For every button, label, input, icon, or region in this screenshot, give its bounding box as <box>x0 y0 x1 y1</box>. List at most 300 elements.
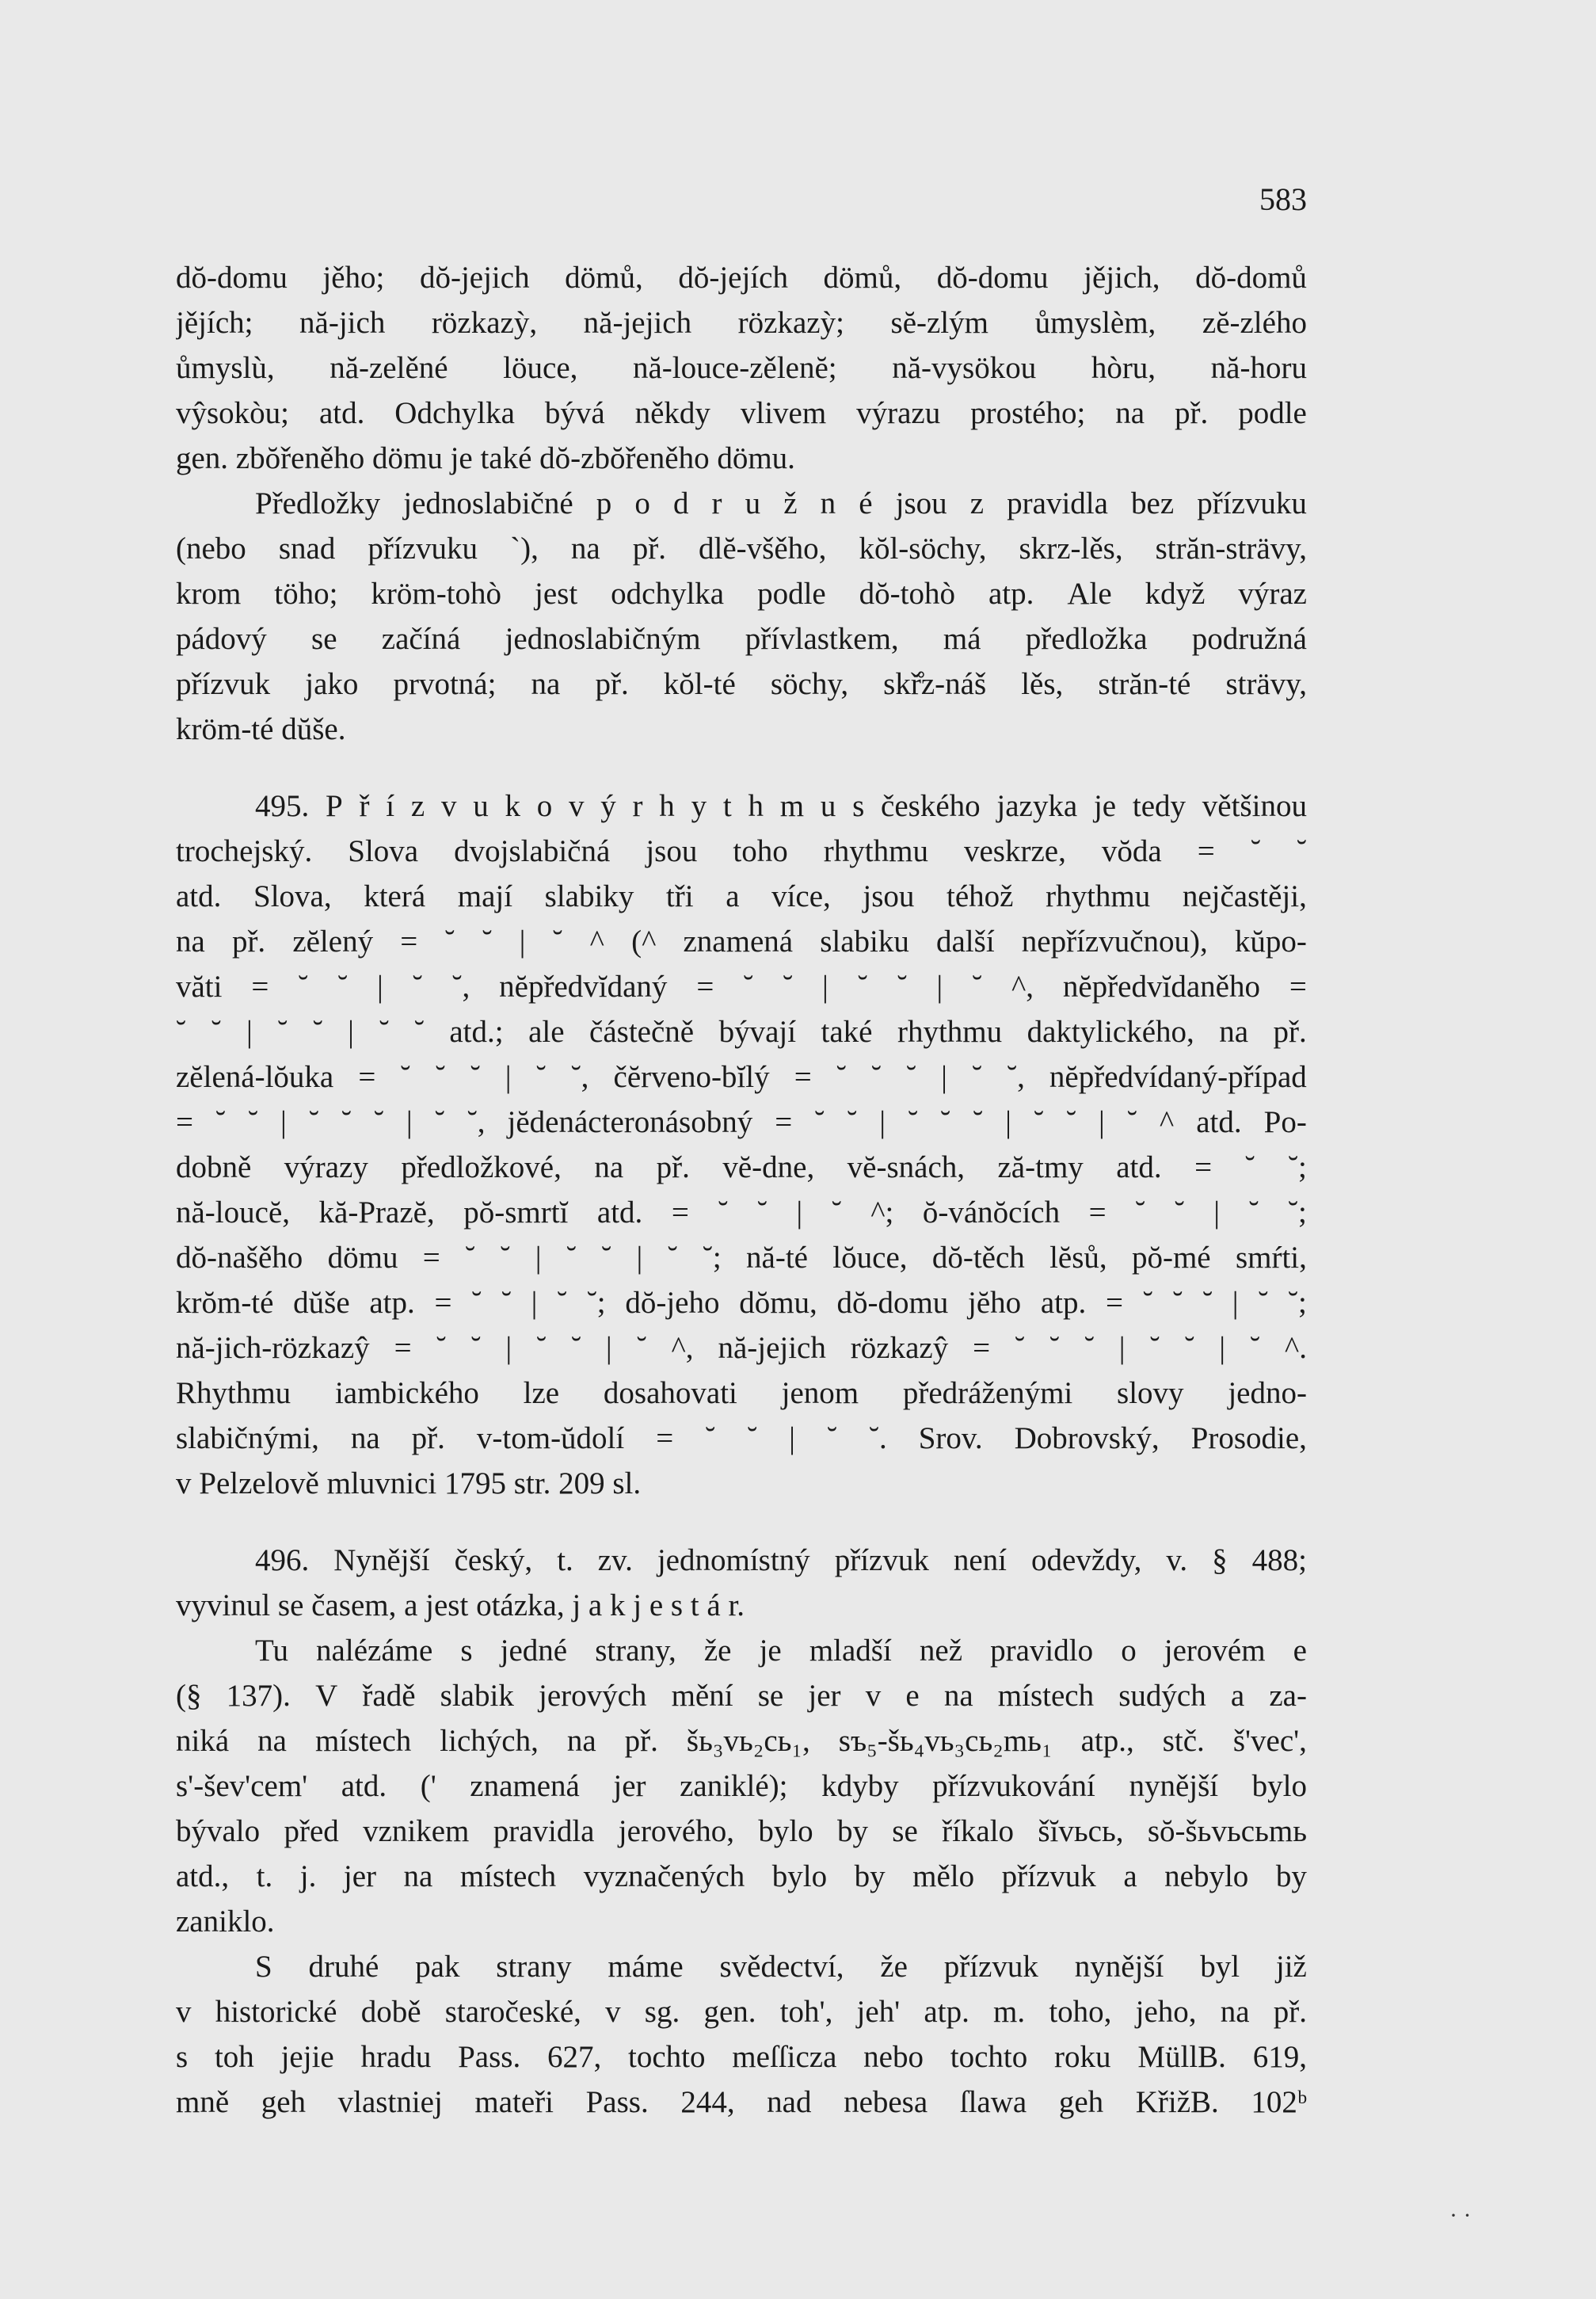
word: jĕho <box>968 1286 1022 1320</box>
text-line: v Pelzelově mluvnici 1795 str. 209 sl. <box>176 1466 642 1500</box>
word: ˘ <box>1084 1331 1095 1365</box>
word: nă-jich-rözkazŷ <box>176 1331 370 1365</box>
word: roku <box>1054 2040 1111 2074</box>
text-line <box>176 1989 1307 2034</box>
word: ˘ <box>470 1331 482 1365</box>
word: ˘ <box>1249 1331 1260 1365</box>
word: töho; <box>274 577 338 611</box>
word: dŏ-domů <box>1195 261 1307 295</box>
word: místech <box>997 1679 1095 1713</box>
word: šĭvьcь, <box>1038 1814 1124 1848</box>
word: ^. <box>1284 1331 1307 1365</box>
word: dŏ-jejich <box>419 261 530 295</box>
word: ˘; <box>1288 1150 1307 1184</box>
word: ˘ <box>973 1105 984 1139</box>
paragraph-gap <box>176 752 1307 783</box>
word: předráženými <box>902 1376 1073 1410</box>
word: prostého; <box>970 396 1086 430</box>
word: kă-Prazĕ, <box>318 1195 435 1230</box>
word: ˘ <box>1126 1105 1137 1139</box>
word: ˘ <box>756 1195 768 1230</box>
word: e <box>905 1679 920 1713</box>
word: = <box>696 970 714 1004</box>
word: říkalo <box>942 1814 1015 1848</box>
word: ˘ <box>1135 1195 1146 1230</box>
word: dŏ-domu <box>936 261 1049 295</box>
word: o <box>536 789 553 823</box>
word: r <box>711 486 722 520</box>
word: = <box>400 925 418 959</box>
word: ˘ <box>1172 1286 1183 1320</box>
word: | <box>348 1015 354 1049</box>
word: dŏ-těch <box>931 1241 1025 1275</box>
word: ale <box>528 1015 565 1049</box>
word: jedno- <box>1228 1376 1307 1410</box>
text-line <box>176 661 1307 707</box>
word: Po- <box>1263 1105 1307 1139</box>
word: dŏ-jejích <box>678 261 788 295</box>
word: sъ₅-šь₄vь₃сь₂mь₁ <box>838 1724 1053 1758</box>
word: krom <box>176 577 242 611</box>
word: = <box>775 1105 793 1139</box>
word: vŏda <box>1101 834 1162 868</box>
word: snad <box>278 532 336 566</box>
text-line <box>176 1628 1307 1673</box>
word: že <box>880 1950 908 1984</box>
word: přízvukování <box>932 1769 1095 1803</box>
text-line <box>176 1100 1307 1145</box>
word: znamená <box>683 925 794 959</box>
word: j. <box>299 1859 317 1893</box>
text-line <box>176 300 1307 345</box>
word: strany, <box>595 1634 676 1668</box>
word: zĕlený <box>292 925 374 959</box>
word: v <box>605 1995 621 2029</box>
word: tři <box>665 879 694 913</box>
word: e <box>1293 1634 1307 1668</box>
word: u <box>745 486 761 520</box>
word: částečně <box>589 1015 695 1049</box>
word: jenom <box>781 1376 859 1410</box>
word: jednoslabičným <box>505 622 701 656</box>
word: skrz-lěs, <box>1019 532 1123 566</box>
word: přízvuk <box>834 1543 929 1577</box>
word: d <box>672 486 689 520</box>
word: podružná <box>1191 622 1307 656</box>
word: strävy, <box>1225 667 1307 701</box>
word: ^, <box>671 1331 694 1365</box>
word: străn-té <box>1098 667 1191 701</box>
word: u <box>473 789 489 823</box>
word: př. <box>1273 1015 1307 1049</box>
word: slabiku <box>820 925 909 959</box>
word: Tu <box>255 1634 288 1668</box>
word: atd.; <box>449 1015 504 1049</box>
text-line <box>176 1054 1307 1100</box>
word: (' <box>420 1769 436 1803</box>
word: š'vec', <box>1232 1724 1307 1758</box>
word: | <box>879 1105 886 1139</box>
word: jěho; <box>322 261 385 295</box>
word: atp. <box>1040 1286 1087 1320</box>
word: dlĕ-všěho, <box>699 532 827 566</box>
word: ˘ <box>1202 1286 1213 1320</box>
word: Pass. <box>585 2085 649 2119</box>
word: pravidlo <box>990 1634 1094 1668</box>
word: kŏl-té <box>663 667 736 701</box>
word: o <box>1121 1634 1137 1668</box>
word: P <box>326 789 343 823</box>
word: străn-strävy, <box>1155 532 1307 566</box>
text-line <box>176 919 1307 964</box>
word: dŏ-domu <box>176 261 288 295</box>
text-line <box>176 2034 1307 2080</box>
word: český, <box>454 1543 533 1577</box>
text-line <box>176 1763 1307 1809</box>
word: | <box>789 1421 795 1455</box>
word: nă-jejich <box>583 306 692 340</box>
word: vŷsokòu; <box>176 396 290 430</box>
word: ˘ <box>482 925 493 959</box>
word: začíná <box>381 622 461 656</box>
word: v <box>569 789 585 823</box>
word: KřižB. <box>1135 2085 1219 2119</box>
word: í <box>386 789 395 823</box>
word: jer <box>613 1769 646 1803</box>
word: se <box>892 1814 918 1848</box>
word: ˘ <box>1248 1195 1259 1230</box>
word: n <box>820 486 836 520</box>
word: ˘ <box>570 1331 581 1365</box>
word: tochto <box>628 2040 706 2074</box>
page-number: 583 <box>1259 181 1307 217</box>
word: hradu <box>360 2040 432 2074</box>
word: přívlastkem, <box>745 622 899 656</box>
word: za- <box>1269 1679 1307 1713</box>
word: ˘. <box>868 1421 887 1455</box>
word: kröm-tohò <box>371 577 502 611</box>
word: dosahovati <box>603 1376 737 1410</box>
word: (^ <box>631 925 657 959</box>
word: nebylo <box>1164 1859 1249 1893</box>
word: ˘ <box>636 1331 647 1365</box>
word: Rhythmu <box>176 1376 291 1410</box>
text-line <box>176 1944 1307 1989</box>
word: mladší <box>809 1634 892 1668</box>
word: dŭše <box>293 1286 350 1320</box>
word: ˘ <box>847 1105 858 1139</box>
word: další <box>936 925 995 959</box>
word: strany <box>496 1950 572 1984</box>
word: = <box>1289 970 1307 1004</box>
word: ˘ <box>535 1060 547 1094</box>
word: podle <box>757 577 826 611</box>
word: s'-šev'cem' <box>176 1769 308 1803</box>
word: ˘ <box>211 1015 222 1049</box>
word: ˘ <box>373 1105 384 1139</box>
word: ſlawa <box>959 2085 1027 2119</box>
word: | <box>936 970 943 1004</box>
word: na <box>350 1421 380 1455</box>
word: nĕpředvĭdaný <box>499 970 668 1004</box>
word: m. <box>993 1995 1026 2029</box>
word: | <box>246 1015 253 1049</box>
word: atd., <box>176 1859 230 1893</box>
word: ˘ <box>436 1331 447 1365</box>
word: | <box>505 1331 512 1365</box>
word: znamená <box>470 1769 580 1803</box>
word: ˘; <box>1288 1195 1307 1230</box>
word: ˘ <box>857 970 868 1004</box>
word: ^ <box>589 925 604 959</box>
word: S <box>255 1950 272 1984</box>
word: řadě <box>362 1679 416 1713</box>
word: h <box>748 789 764 823</box>
word: bez <box>1131 486 1175 520</box>
word: dömů, <box>823 261 902 295</box>
word: ˘ <box>435 1060 446 1094</box>
word: ř <box>359 789 370 823</box>
word: = <box>358 1060 376 1094</box>
word: českého <box>881 789 981 823</box>
word: ˘ <box>1250 834 1261 868</box>
text-line <box>176 874 1307 919</box>
word: nebo <box>863 2040 924 2074</box>
word: Předložky <box>255 486 381 520</box>
word: jazyka <box>996 789 1078 823</box>
word: vĕ-dne, <box>722 1150 815 1184</box>
word: ˘ <box>814 1105 825 1139</box>
word: (nebo <box>176 532 246 566</box>
word: ˘ <box>471 1286 482 1320</box>
word: h <box>659 789 675 823</box>
word: ˘ <box>465 1241 476 1275</box>
word: by <box>836 1814 868 1848</box>
word: na <box>1219 1015 1249 1049</box>
word: = <box>1197 834 1215 868</box>
word: ž <box>783 486 798 520</box>
word: a <box>726 879 740 913</box>
word: bývají <box>718 1015 797 1049</box>
word: nă-jich <box>299 306 386 340</box>
word: Ale <box>1067 577 1112 611</box>
word: by <box>1275 1859 1307 1893</box>
word: slabičnými, <box>176 1421 319 1455</box>
word: toho, <box>1049 1995 1112 2029</box>
word: dŏ-domu <box>836 1286 949 1320</box>
text-line <box>176 345 1307 391</box>
word: iambického <box>334 1376 479 1410</box>
word: prvotná; <box>393 667 497 701</box>
word: pádový <box>176 622 267 656</box>
word: sĕ-zlým <box>890 306 988 340</box>
word: ˘ <box>1142 1286 1153 1320</box>
word: jějich, <box>1084 261 1160 295</box>
word: čĕrveno-bĭlý <box>613 1060 770 1094</box>
text-line <box>176 1145 1307 1190</box>
word: a <box>1230 1679 1245 1713</box>
word: = <box>1105 1286 1123 1320</box>
word: rhythmu <box>1046 879 1151 913</box>
word: | <box>636 1241 643 1275</box>
word: jedné <box>500 1634 568 1668</box>
word: Odchylka <box>394 396 515 430</box>
word: bývá <box>544 396 605 430</box>
word: v <box>865 1679 882 1713</box>
word: v. <box>1166 1543 1188 1577</box>
word: | <box>519 925 526 959</box>
word: ˘ <box>783 970 794 1004</box>
text-line <box>176 1538 1307 1583</box>
word: jsou <box>646 834 698 868</box>
word: svědectví, <box>719 1950 844 1984</box>
word: mně <box>176 2085 230 2119</box>
word: | <box>1219 1331 1226 1365</box>
word: v <box>440 789 457 823</box>
word: která <box>364 879 426 913</box>
text-line: kröm-té dŭše. <box>176 712 346 746</box>
word: výrazu <box>856 396 941 430</box>
word: ˘ <box>412 970 423 1004</box>
word: 244, <box>680 2085 735 2119</box>
word: pŏ-mé <box>1131 1241 1211 1275</box>
word: Nynější <box>333 1543 430 1577</box>
word: již <box>1275 1950 1307 1984</box>
word: § <box>1212 1543 1228 1577</box>
text-line: vyvinul se časem, a jest otázka, j a k j e s t á r. <box>176 1588 745 1622</box>
word: ˘, <box>451 970 470 1004</box>
word: odchylka <box>611 577 725 611</box>
word: ˘ <box>277 1015 288 1049</box>
word: na <box>1115 396 1145 430</box>
word: ˘ <box>552 925 563 959</box>
word: slabiky <box>544 879 634 913</box>
word: místech <box>314 1724 412 1758</box>
word: bylo <box>771 1859 828 1893</box>
text-line <box>176 1190 1307 1235</box>
word: zv. <box>597 1543 633 1577</box>
text-line <box>176 829 1307 874</box>
word: dŏmu, <box>739 1286 817 1320</box>
word: také <box>821 1015 873 1049</box>
word: by <box>854 1859 886 1893</box>
word: přízvuku <box>1197 486 1307 520</box>
word: ˘ <box>718 1195 729 1230</box>
word: 495. <box>255 789 310 823</box>
word: stč. <box>1162 1724 1205 1758</box>
word: rhythmu <box>897 1015 1003 1049</box>
word: toho <box>733 834 788 868</box>
word: pravidla <box>493 1814 595 1848</box>
word: ˘ <box>1296 834 1307 868</box>
word: odevždy, <box>1031 1543 1142 1577</box>
word: daktylického, <box>1027 1015 1194 1049</box>
word: ˘ <box>1015 1331 1026 1365</box>
word: rhythmu <box>823 834 928 868</box>
word: ˘ <box>215 1105 227 1139</box>
word: před <box>284 1814 339 1848</box>
word: je <box>1093 789 1117 823</box>
word: niká <box>176 1724 230 1758</box>
word: Srov. <box>918 1421 983 1455</box>
word: šь₃vь₂сь₁, <box>686 1724 810 1758</box>
word: geh <box>261 2085 307 2119</box>
word: atd. <box>1116 1150 1162 1184</box>
word: v-tom-ŭdolí <box>476 1421 625 1455</box>
word: | <box>376 970 383 1004</box>
text-line: gen. zbŏřeněho dömu je také dŏ-zbŏřeněho dömu. <box>176 441 795 475</box>
word: jednomístný <box>657 1543 810 1577</box>
word: nă-horu <box>1210 351 1307 385</box>
word: p <box>596 486 612 520</box>
word: = <box>251 970 269 1004</box>
word: nebesa <box>844 2085 928 2119</box>
word: na <box>257 1724 287 1758</box>
word: ˘; <box>702 1241 722 1275</box>
word: ˘ <box>667 1241 678 1275</box>
word: ý <box>600 789 616 823</box>
word: ˘ <box>379 1015 390 1049</box>
word: t. <box>557 1543 573 1577</box>
word: přízvuku <box>368 532 478 566</box>
word: ˘ <box>1184 1331 1195 1365</box>
word: jerového, <box>618 1814 734 1848</box>
word: jer <box>343 1859 377 1893</box>
text-line <box>176 1718 1307 1763</box>
word: vĕ-snách, <box>847 1150 966 1184</box>
word: bylo <box>1251 1769 1307 1803</box>
word: ˘ <box>972 970 983 1004</box>
word: se <box>757 1679 784 1713</box>
word: trochejský. <box>176 834 313 868</box>
word: sg. <box>644 1995 680 2029</box>
word: = <box>176 1105 193 1139</box>
word: pŏ-smrtĭ <box>463 1195 569 1230</box>
word: ză-tmy <box>997 1150 1084 1184</box>
word: hòru, <box>1091 351 1156 385</box>
word: jer <box>808 1679 841 1713</box>
text-line <box>176 964 1307 1009</box>
word: nă-té <box>746 1241 808 1275</box>
word: kŏl-söchy, <box>859 532 987 566</box>
word: nĕpředvĭdaněho <box>1062 970 1260 1004</box>
word: je <box>759 1634 782 1668</box>
word: zĕ-zlého <box>1202 306 1307 340</box>
word: atd. <box>341 1769 387 1803</box>
word: (§ <box>176 1679 202 1713</box>
word: ˘ <box>897 970 908 1004</box>
word: dŏ-jeho <box>625 1286 720 1320</box>
word: = <box>1194 1150 1213 1184</box>
word: když <box>1145 577 1206 611</box>
word: m <box>779 789 805 823</box>
word: ˘ <box>836 1060 847 1094</box>
text-line <box>176 526 1307 571</box>
word: nynější <box>1129 1769 1219 1803</box>
word: zaniklé); <box>680 1769 788 1803</box>
word: ˘ <box>500 1241 511 1275</box>
word: někdy <box>634 396 710 430</box>
word: nejčastěji, <box>1182 879 1307 913</box>
word: přízvuk <box>943 1950 1038 1984</box>
word: lĕsů, <box>1049 1241 1107 1275</box>
word: ˘ <box>536 1331 547 1365</box>
text-line <box>176 2080 1307 2125</box>
word: ŏ-vánŏcích <box>922 1195 1061 1230</box>
word: = <box>422 1241 440 1275</box>
word: ˘ <box>1149 1331 1160 1365</box>
word: máme <box>608 1950 684 1984</box>
